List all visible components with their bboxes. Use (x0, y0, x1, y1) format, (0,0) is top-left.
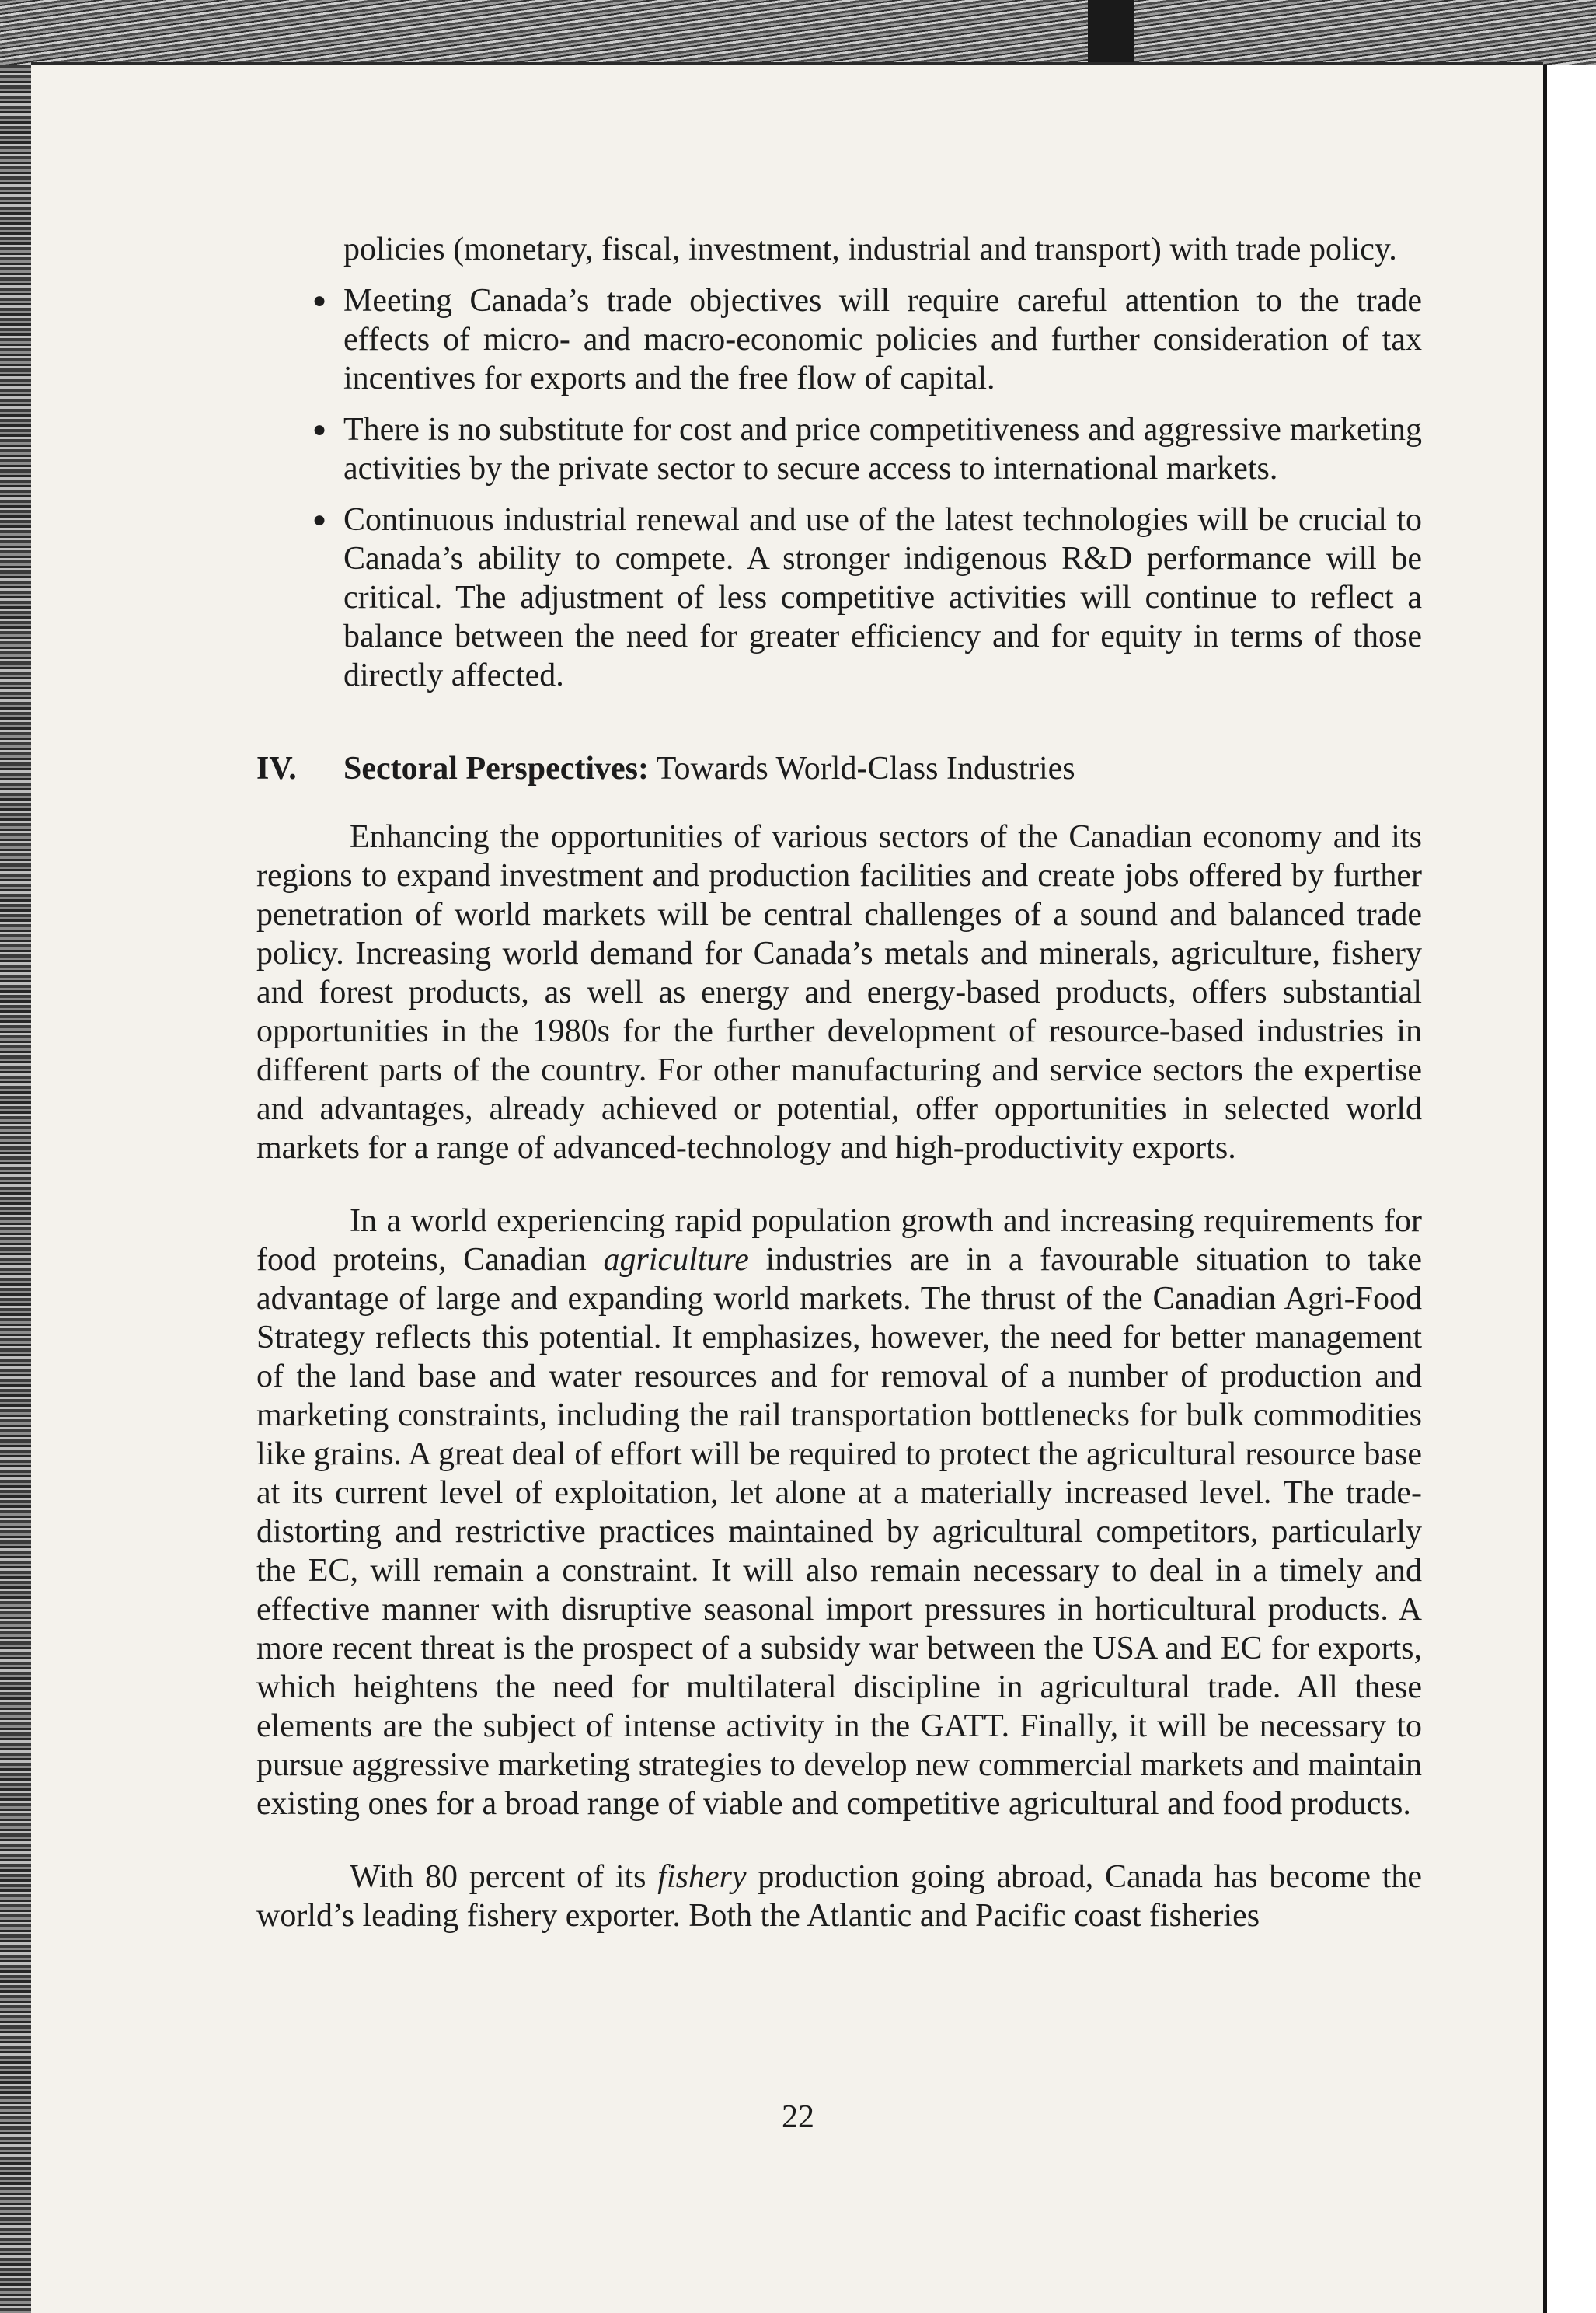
scan-edge-left (0, 65, 31, 2313)
paragraph-text: With 80 percent of its (350, 1859, 658, 1895)
page-number: 22 (782, 2099, 814, 2135)
bullet-dot-icon: ● (312, 417, 327, 442)
section-title-bold: Sectoral Perspectives: (343, 751, 649, 787)
paragraph-text: production going abroad, Canada has become the world’s leading fishery exporter. Both the Atlantic and Pacific coast fisheries (256, 1859, 1423, 1934)
bullet-text: Continuous industrial renewal and use of the latest technologies will be crucial to Canada’s ability to compete. A stronger indigenous R&D performance will be critical. The adjustment of less competitive activities will continue to reflect a balance between the need for greater efficiency and for equity in terms of those directly affected. (343, 502, 1422, 693)
paragraph-agriculture (256, 1202, 1422, 1823)
paragraph-text: In a world experiencing rapid population growth and increasing requirements for food proteins, Canadian (256, 1203, 1422, 1278)
bullet-item (256, 410, 1422, 488)
bullet-item (256, 501, 1422, 695)
emphasis-agriculture: agriculture (603, 1242, 749, 1278)
bullet-dot-icon: ● (312, 288, 327, 313)
bullet-list (256, 281, 1422, 695)
scan-edge-top (0, 0, 1596, 65)
section-number: IV. (256, 751, 297, 787)
section-heading (256, 749, 1422, 788)
bullet-text: There is no substitute for cost and price competitiveness and aggressive marketing activities by the private sector to secure access to international markets. (343, 412, 1422, 487)
scan-margin-right (1547, 65, 1596, 2313)
paragraph-sectors: Enhancing the opportunities of various sectors of the Canadian economy and its regions to expand investment and production facilities and create jobs offered by further penetration of world markets will be central challenges of a sound and balanced trade policy. Increasing world demand for Canada’s metals and minerals, agriculture, fishery and forest products, as well as energy and energy-based products, offers substantial opportunities in the 1980s for the further development of resource-based industries in different parts of the country. For other manufacturing and service sectors the expertise and advantages, already achieved or potential, offer opportunities in selected world markets for a range of advanced-technology and high-productivity exports. (256, 819, 1422, 1166)
bullet-text: Meeting Canada’s trade objectives will require careful attention to the trade effects of micro- and macro-economic policies and further consideration of tax incentives for exports and the free flow of capital. (343, 283, 1422, 396)
page-top-border (31, 62, 1543, 65)
bullet-dot-icon: ● (312, 507, 327, 532)
bullet-item (256, 281, 1422, 398)
paragraph-fishery (256, 1858, 1422, 1935)
section-title-rest: Towards World-Class Industries (656, 751, 1075, 787)
continued-paragraph: policies (monetary, fiscal, investment, industrial and transport) with trade policy. (343, 232, 1397, 267)
document-body (256, 230, 1422, 1969)
emphasis-fishery: fishery (657, 1859, 747, 1895)
paragraph-text: industries are in a favourable situation to take advantage of large and expanding world markets. The thrust of the Canadian Agri-Food Strategy reflects this potential. It emphasizes, however, the need for better management of the land base and water resources and for removal of a number of production and marketing constraints, including the rail transportation bottlenecks for bulk commodities like grains. A great deal of effort will be required to protect the agricultural resource base at its current level of exploitation, let alone at a materially increased level. The trade-distorting and restrictive practices maintained by agricultural competitors, particularly the EC, will remain a constraint. It will also remain necessary to deal in a timely and effective manner with disruptive seasonal import pressures in horticultural products. A more recent threat is the prospect of a subsidy war between the USA and EC for exports, which heightens the need for multilateral discipline in agricultural trade. All these elements are the subject of intense activity in the GATT. Finally, it will be necessary to pursue aggressive marketing strategies to develop new commercial markets and maintain existing ones for a broad range of viable and competitive agricultural and food products. (256, 1242, 1422, 1822)
scan-edge-shadow (1088, 0, 1134, 65)
